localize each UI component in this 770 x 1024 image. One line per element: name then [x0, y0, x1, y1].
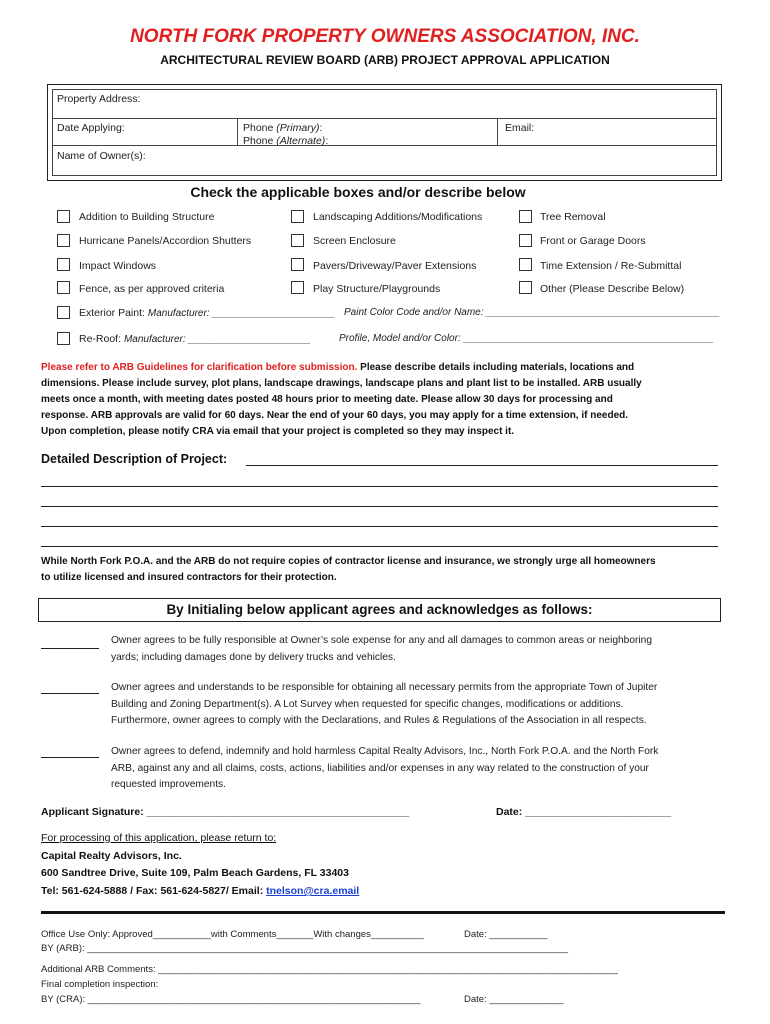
- company-contact: Tel: 561-624-5888 / Fax: 561-624-5827/ Email: tnelson@cra.email: [41, 885, 360, 897]
- checkbox-label: Fence, as per approved criteria: [79, 283, 225, 295]
- office-use-line[interactable]: Office Use Only: Approved___________with Comments_______With changes__________: [41, 929, 424, 940]
- checkbox-label: Play Structure/Playgrounds: [313, 283, 441, 295]
- form-subtitle: ARCHITECTURAL REVIEW BOARD (ARB) PROJECT APPROVAL APPLICATION: [160, 53, 610, 67]
- checkbox-label: Screen Enclosure: [313, 235, 396, 247]
- checkbox-other[interactable]: [519, 281, 532, 294]
- initial-blank-3[interactable]: [41, 757, 99, 758]
- exterior-paint-label: Exterior Paint: Manufacturer: ______________________: [79, 307, 335, 319]
- acknowledgement-1: Owner agrees to be fully responsible at Owner’s sole expense for any and all damages to common areas or neighboring yards; including damages done by delivery trucks and vehicles.: [111, 635, 652, 663]
- reroof-label: Re-Roof: Manufacturer: ______________________: [79, 333, 311, 345]
- acknowledgement-3: Owner agrees to defend, indemnify and hold harmless Capital Realty Advisors, Inc., North Fork P.O.A. and the North Fork ARB, against any and all claims, costs, actions, liabilities and/or expenses in any way related to the construction of your requested improvements.: [111, 746, 659, 790]
- checkbox-time-extension[interactable]: [519, 258, 532, 271]
- acknowledgement-2: Owner agrees and understands to be responsible for obtaining all necessary permits from the appropriate Town of Jupiter Building and Zoning Department(s). A Lot Survey when requested for specific changes, modifications or additions. Furthermore, owner agrees to comply with the Declarations, and Rules & Regulations of the Association in all respects.: [111, 682, 658, 726]
- guidelines-notice: Please refer to ARB Guidelines for clarification before submission.: [41, 362, 358, 373]
- checkbox-doors[interactable]: [519, 234, 532, 247]
- separator: [41, 911, 725, 914]
- by-arb-field[interactable]: BY (ARB): ___________________________________________________________________________________________: [41, 943, 569, 954]
- phone-fields[interactable]: Phone (Primary): Phone (Alternate):: [243, 122, 329, 147]
- checkbox-exterior-paint[interactable]: [57, 306, 70, 319]
- checkbox-label: Landscaping Additions/Modifications: [313, 211, 483, 223]
- guidelines-paragraph: Please refer to ARB Guidelines for clarification before submission. Please describe details including materials, locations and dimensions. Please include survey, plot plans, landscape drawings, landscape plans and plant list to be installed. ARB usually meets once a month, with meeting dates posted 48 hours prior to meeting date. Please allow 30 days for processing and response. ARB approvals are valid for 60 days. Near the end of your 60 days, you may apply for a time extension, if needed. Upon completion, please notify CRA via email that your project is completed so they may inspect it.: [41, 362, 642, 437]
- checkbox-label: Tree Removal: [540, 211, 606, 223]
- property-address-label: Property Address:: [57, 93, 141, 105]
- checkbox-label: Front or Garage Doors: [540, 235, 646, 247]
- description-line[interactable]: [246, 465, 718, 466]
- checkbox-reroof[interactable]: [57, 332, 70, 345]
- checkbox-impact-windows[interactable]: [57, 258, 70, 271]
- owner-info-box: [47, 84, 722, 181]
- checkbox-label: Addition to Building Structure: [79, 211, 215, 223]
- date-applying-label: Date Applying:: [57, 122, 125, 134]
- checkbox-play-structure[interactable]: [291, 281, 304, 294]
- description-line[interactable]: [41, 506, 718, 507]
- owner-name-label[interactable]: Name of Owner(s):: [57, 150, 146, 162]
- checkbox-screen-enclosure[interactable]: [291, 234, 304, 247]
- company-address: 600 Sandtree Drive, Suite 109, Palm Beach Gardens, FL 33403: [41, 867, 349, 879]
- by-cra-field[interactable]: BY (CRA): _______________________________________________________________: [41, 994, 421, 1005]
- description-line[interactable]: [41, 526, 718, 527]
- applicant-signature-field[interactable]: Applicant Signature: _____________________________________________: [41, 806, 410, 818]
- checkbox-addition[interactable]: [57, 210, 70, 223]
- email-link[interactable]: tnelson@cra.email: [266, 885, 360, 897]
- description-label: Detailed Description of Project:: [41, 452, 228, 466]
- checkbox-hurricane-panels[interactable]: [57, 234, 70, 247]
- checkbox-pavers[interactable]: [291, 258, 304, 271]
- contractor-note: While North Fork P.O.A. and the ARB do not require copies of contractor license and insurance, we strongly urge all homeowners to utilize licensed and insured contractors for their protection.: [41, 556, 656, 583]
- final-date-field[interactable]: Date: ______________: [464, 994, 564, 1005]
- checkbox-tree-removal[interactable]: [519, 210, 532, 223]
- description-line[interactable]: [41, 546, 718, 547]
- return-to-note: For processing of this application, please return to:: [41, 832, 277, 844]
- form-title: NORTH FORK PROPERTY OWNERS ASSOCIATION, INC.: [130, 26, 640, 47]
- checkbox-label: Time Extension / Re-Submittal: [540, 260, 682, 272]
- description-line[interactable]: [41, 486, 718, 487]
- additional-comments-field[interactable]: Additional ARB Comments: _______________________________________________________________________________________: [41, 964, 618, 975]
- paint-color-field[interactable]: Paint Color Code and/or Name: __________________________________________: [344, 307, 720, 318]
- final-inspection-label: Final completion inspection:: [41, 979, 159, 990]
- checkbox-label: Other (Please Describe Below): [540, 283, 685, 295]
- profile-model-field[interactable]: Profile, Model and/or Color: _____________________________________________: [339, 333, 714, 344]
- checkbox-label: Impact Windows: [79, 260, 157, 272]
- office-date-field[interactable]: Date: ___________: [464, 929, 548, 940]
- company-name: Capital Realty Advisors, Inc.: [41, 850, 182, 862]
- signature-date-field[interactable]: Date: _________________________: [496, 806, 672, 818]
- initial-blank-2[interactable]: [41, 693, 99, 694]
- initial-blank-1[interactable]: [41, 648, 99, 649]
- email-label[interactable]: Email:: [505, 122, 535, 134]
- checkbox-label: Pavers/Driveway/Paver Extensions: [313, 260, 477, 272]
- checklist-heading: Check the applicable boxes and/or describe below: [190, 184, 526, 200]
- checkbox-label: Hurricane Panels/Accordion Shutters: [79, 235, 252, 247]
- acknowledge-heading: By Initialing below applicant agrees and acknowledges as follows:: [38, 598, 721, 622]
- checkbox-landscaping[interactable]: [291, 210, 304, 223]
- checkbox-fence[interactable]: [57, 281, 70, 294]
